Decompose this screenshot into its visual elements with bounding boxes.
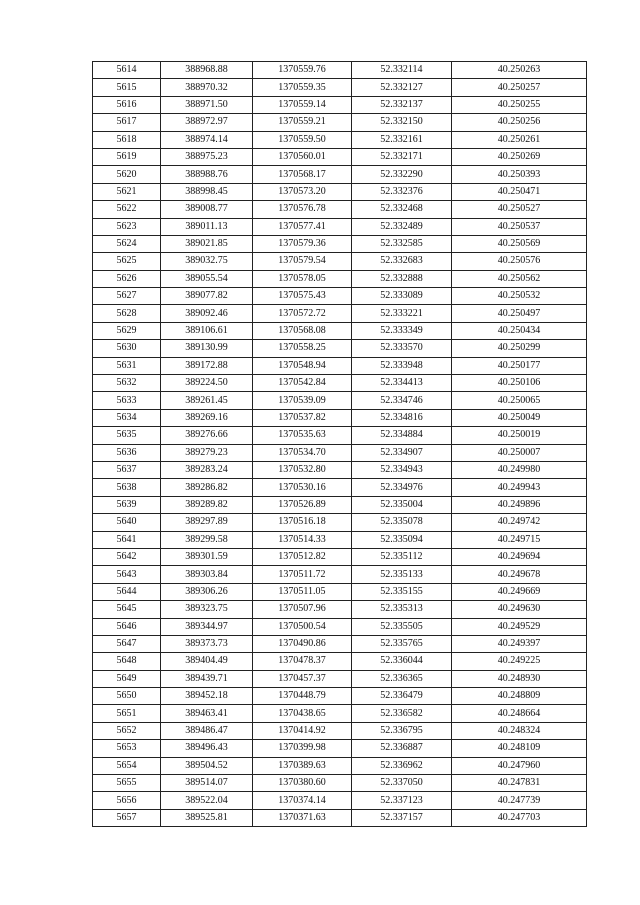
x-coordinate-cell: 389525.81 bbox=[161, 809, 253, 826]
y-coordinate-cell: 1370534.70 bbox=[253, 444, 352, 461]
table-row bbox=[93, 461, 587, 478]
latitude-cell: 52.332114 bbox=[352, 62, 452, 79]
latitude-cell: 52.336962 bbox=[352, 757, 452, 774]
point-number-cell: 5624 bbox=[93, 235, 161, 252]
x-coordinate-cell: 389130.99 bbox=[161, 340, 253, 357]
point-number-cell: 5633 bbox=[93, 392, 161, 409]
latitude-cell: 52.332171 bbox=[352, 148, 452, 165]
table-row bbox=[93, 757, 587, 774]
point-number-cell: 5619 bbox=[93, 148, 161, 165]
longitude-cell: 40.247960 bbox=[452, 757, 587, 774]
x-coordinate-cell: 388974.14 bbox=[161, 131, 253, 148]
longitude-cell: 40.250299 bbox=[452, 340, 587, 357]
latitude-cell: 52.334816 bbox=[352, 409, 452, 426]
point-number-cell: 5645 bbox=[93, 601, 161, 618]
longitude-cell: 40.250434 bbox=[452, 322, 587, 339]
latitude-cell: 52.332489 bbox=[352, 218, 452, 235]
longitude-cell: 40.250007 bbox=[452, 444, 587, 461]
x-coordinate-cell: 389344.97 bbox=[161, 618, 253, 635]
latitude-cell: 52.334976 bbox=[352, 479, 452, 496]
x-coordinate-cell: 389261.45 bbox=[161, 392, 253, 409]
latitude-cell: 52.336795 bbox=[352, 722, 452, 739]
y-coordinate-cell: 1370578.05 bbox=[253, 270, 352, 287]
x-coordinate-cell: 389303.84 bbox=[161, 566, 253, 583]
x-coordinate-cell: 389077.82 bbox=[161, 288, 253, 305]
latitude-cell: 52.335133 bbox=[352, 566, 452, 583]
table-row bbox=[93, 531, 587, 548]
longitude-cell: 40.250049 bbox=[452, 409, 587, 426]
y-coordinate-cell: 1370575.43 bbox=[253, 288, 352, 305]
table-row bbox=[93, 496, 587, 513]
longitude-cell: 40.250065 bbox=[452, 392, 587, 409]
y-coordinate-cell: 1370568.17 bbox=[253, 166, 352, 183]
point-number-cell: 5617 bbox=[93, 114, 161, 131]
table-row bbox=[93, 688, 587, 705]
y-coordinate-cell: 1370542.84 bbox=[253, 375, 352, 392]
y-coordinate-cell: 1370559.21 bbox=[253, 114, 352, 131]
x-coordinate-cell: 389496.43 bbox=[161, 740, 253, 757]
longitude-cell: 40.247831 bbox=[452, 775, 587, 792]
y-coordinate-cell: 1370532.80 bbox=[253, 461, 352, 478]
x-coordinate-cell: 389301.59 bbox=[161, 548, 253, 565]
point-number-cell: 5640 bbox=[93, 514, 161, 531]
x-coordinate-cell: 389286.82 bbox=[161, 479, 253, 496]
table-row bbox=[93, 601, 587, 618]
latitude-cell: 52.332150 bbox=[352, 114, 452, 131]
x-coordinate-cell: 388968.88 bbox=[161, 62, 253, 79]
y-coordinate-cell: 1370478.37 bbox=[253, 653, 352, 670]
longitude-cell: 40.249630 bbox=[452, 601, 587, 618]
latitude-cell: 52.332468 bbox=[352, 201, 452, 218]
latitude-cell: 52.335313 bbox=[352, 601, 452, 618]
longitude-cell: 40.250263 bbox=[452, 62, 587, 79]
point-number-cell: 5635 bbox=[93, 427, 161, 444]
latitude-cell: 52.333570 bbox=[352, 340, 452, 357]
x-coordinate-cell: 389514.07 bbox=[161, 775, 253, 792]
latitude-cell: 52.335505 bbox=[352, 618, 452, 635]
point-number-cell: 5618 bbox=[93, 131, 161, 148]
table-row bbox=[93, 670, 587, 687]
x-coordinate-cell: 389463.41 bbox=[161, 705, 253, 722]
latitude-cell: 52.337123 bbox=[352, 792, 452, 809]
x-coordinate-cell: 389021.85 bbox=[161, 235, 253, 252]
table-row bbox=[93, 131, 587, 148]
table-row bbox=[93, 183, 587, 200]
point-number-cell: 5634 bbox=[93, 409, 161, 426]
table-row bbox=[93, 722, 587, 739]
latitude-cell: 52.335094 bbox=[352, 531, 452, 548]
table-row bbox=[93, 409, 587, 426]
y-coordinate-cell: 1370559.35 bbox=[253, 79, 352, 96]
x-coordinate-cell: 389172.88 bbox=[161, 357, 253, 374]
table-row bbox=[93, 114, 587, 131]
y-coordinate-cell: 1370558.25 bbox=[253, 340, 352, 357]
y-coordinate-cell: 1370507.96 bbox=[253, 601, 352, 618]
table-row bbox=[93, 548, 587, 565]
x-coordinate-cell: 389439.71 bbox=[161, 670, 253, 687]
point-number-cell: 5637 bbox=[93, 461, 161, 478]
table-row bbox=[93, 357, 587, 374]
point-number-cell: 5655 bbox=[93, 775, 161, 792]
point-number-cell: 5644 bbox=[93, 583, 161, 600]
table-row bbox=[93, 705, 587, 722]
x-coordinate-cell: 388972.97 bbox=[161, 114, 253, 131]
latitude-cell: 52.335155 bbox=[352, 583, 452, 600]
y-coordinate-cell: 1370537.82 bbox=[253, 409, 352, 426]
latitude-cell: 52.332137 bbox=[352, 96, 452, 113]
point-number-cell: 5643 bbox=[93, 566, 161, 583]
latitude-cell: 52.332888 bbox=[352, 270, 452, 287]
x-coordinate-cell: 388975.23 bbox=[161, 148, 253, 165]
y-coordinate-cell: 1370572.72 bbox=[253, 305, 352, 322]
longitude-cell: 40.249980 bbox=[452, 461, 587, 478]
longitude-cell: 40.250497 bbox=[452, 305, 587, 322]
longitude-cell: 40.248930 bbox=[452, 670, 587, 687]
table-row bbox=[93, 618, 587, 635]
latitude-cell: 52.332127 bbox=[352, 79, 452, 96]
longitude-cell: 40.250471 bbox=[452, 183, 587, 200]
longitude-cell: 40.250261 bbox=[452, 131, 587, 148]
latitude-cell: 52.334884 bbox=[352, 427, 452, 444]
point-number-cell: 5653 bbox=[93, 740, 161, 757]
longitude-cell: 40.250569 bbox=[452, 235, 587, 252]
y-coordinate-cell: 1370576.78 bbox=[253, 201, 352, 218]
longitude-cell: 40.250576 bbox=[452, 253, 587, 270]
x-coordinate-cell: 389306.26 bbox=[161, 583, 253, 600]
x-coordinate-cell: 388988.76 bbox=[161, 166, 253, 183]
table-row bbox=[93, 148, 587, 165]
point-number-cell: 5648 bbox=[93, 653, 161, 670]
latitude-cell: 52.333349 bbox=[352, 322, 452, 339]
latitude-cell: 52.336044 bbox=[352, 653, 452, 670]
table-row bbox=[93, 792, 587, 809]
latitude-cell: 52.332376 bbox=[352, 183, 452, 200]
x-coordinate-cell: 389276.66 bbox=[161, 427, 253, 444]
longitude-cell: 40.250269 bbox=[452, 148, 587, 165]
latitude-cell: 52.335765 bbox=[352, 635, 452, 652]
latitude-cell: 52.336582 bbox=[352, 705, 452, 722]
y-coordinate-cell: 1370399.98 bbox=[253, 740, 352, 757]
longitude-cell: 40.249529 bbox=[452, 618, 587, 635]
table-row bbox=[93, 653, 587, 670]
x-coordinate-cell: 389092.46 bbox=[161, 305, 253, 322]
point-number-cell: 5625 bbox=[93, 253, 161, 270]
latitude-cell: 52.334413 bbox=[352, 375, 452, 392]
point-number-cell: 5621 bbox=[93, 183, 161, 200]
longitude-cell: 40.248664 bbox=[452, 705, 587, 722]
y-coordinate-cell: 1370579.36 bbox=[253, 235, 352, 252]
table-row bbox=[93, 253, 587, 270]
table-row bbox=[93, 305, 587, 322]
y-coordinate-cell: 1370579.54 bbox=[253, 253, 352, 270]
latitude-cell: 52.333948 bbox=[352, 357, 452, 374]
latitude-cell: 52.337157 bbox=[352, 809, 452, 826]
x-coordinate-cell: 388971.50 bbox=[161, 96, 253, 113]
x-coordinate-cell: 388998.45 bbox=[161, 183, 253, 200]
longitude-cell: 40.250527 bbox=[452, 201, 587, 218]
table-row bbox=[93, 775, 587, 792]
y-coordinate-cell: 1370535.63 bbox=[253, 427, 352, 444]
y-coordinate-cell: 1370511.05 bbox=[253, 583, 352, 600]
table-row bbox=[93, 809, 587, 826]
table-row bbox=[93, 96, 587, 113]
y-coordinate-cell: 1370514.33 bbox=[253, 531, 352, 548]
point-number-cell: 5632 bbox=[93, 375, 161, 392]
y-coordinate-cell: 1370511.72 bbox=[253, 566, 352, 583]
longitude-cell: 40.249678 bbox=[452, 566, 587, 583]
x-coordinate-cell: 389008.77 bbox=[161, 201, 253, 218]
latitude-cell: 52.332585 bbox=[352, 235, 452, 252]
table-row bbox=[93, 322, 587, 339]
coordinates-table-body bbox=[93, 62, 587, 827]
y-coordinate-cell: 1370516.18 bbox=[253, 514, 352, 531]
table-row bbox=[93, 514, 587, 531]
point-number-cell: 5627 bbox=[93, 288, 161, 305]
x-coordinate-cell: 389297.89 bbox=[161, 514, 253, 531]
table-row bbox=[93, 635, 587, 652]
table-row bbox=[93, 479, 587, 496]
longitude-cell: 40.250393 bbox=[452, 166, 587, 183]
point-number-cell: 5614 bbox=[93, 62, 161, 79]
latitude-cell: 52.336479 bbox=[352, 688, 452, 705]
latitude-cell: 52.334746 bbox=[352, 392, 452, 409]
longitude-cell: 40.250257 bbox=[452, 79, 587, 96]
longitude-cell: 40.250537 bbox=[452, 218, 587, 235]
point-number-cell: 5630 bbox=[93, 340, 161, 357]
point-number-cell: 5626 bbox=[93, 270, 161, 287]
longitude-cell: 40.247739 bbox=[452, 792, 587, 809]
latitude-cell: 52.336365 bbox=[352, 670, 452, 687]
y-coordinate-cell: 1370548.94 bbox=[253, 357, 352, 374]
table-row bbox=[93, 218, 587, 235]
y-coordinate-cell: 1370371.63 bbox=[253, 809, 352, 826]
longitude-cell: 40.248324 bbox=[452, 722, 587, 739]
table-row bbox=[93, 166, 587, 183]
point-number-cell: 5654 bbox=[93, 757, 161, 774]
longitude-cell: 40.250177 bbox=[452, 357, 587, 374]
longitude-cell: 40.250019 bbox=[452, 427, 587, 444]
table-row bbox=[93, 270, 587, 287]
point-number-cell: 5641 bbox=[93, 531, 161, 548]
y-coordinate-cell: 1370560.01 bbox=[253, 148, 352, 165]
longitude-cell: 40.247703 bbox=[452, 809, 587, 826]
y-coordinate-cell: 1370573.20 bbox=[253, 183, 352, 200]
point-number-cell: 5638 bbox=[93, 479, 161, 496]
point-number-cell: 5646 bbox=[93, 618, 161, 635]
table-row bbox=[93, 740, 587, 757]
y-coordinate-cell: 1370559.14 bbox=[253, 96, 352, 113]
point-number-cell: 5631 bbox=[93, 357, 161, 374]
y-coordinate-cell: 1370438.65 bbox=[253, 705, 352, 722]
y-coordinate-cell: 1370526.89 bbox=[253, 496, 352, 513]
latitude-cell: 52.333221 bbox=[352, 305, 452, 322]
latitude-cell: 52.332161 bbox=[352, 131, 452, 148]
longitude-cell: 40.248109 bbox=[452, 740, 587, 757]
y-coordinate-cell: 1370414.92 bbox=[253, 722, 352, 739]
longitude-cell: 40.249669 bbox=[452, 583, 587, 600]
y-coordinate-cell: 1370490.86 bbox=[253, 635, 352, 652]
y-coordinate-cell: 1370539.09 bbox=[253, 392, 352, 409]
point-number-cell: 5629 bbox=[93, 322, 161, 339]
x-coordinate-cell: 389224.50 bbox=[161, 375, 253, 392]
table-row bbox=[93, 427, 587, 444]
longitude-cell: 40.249694 bbox=[452, 548, 587, 565]
x-coordinate-cell: 389486.47 bbox=[161, 722, 253, 739]
latitude-cell: 52.334943 bbox=[352, 461, 452, 478]
table-row bbox=[93, 79, 587, 96]
x-coordinate-cell: 389373.73 bbox=[161, 635, 253, 652]
point-number-cell: 5622 bbox=[93, 201, 161, 218]
x-coordinate-cell: 389032.75 bbox=[161, 253, 253, 270]
x-coordinate-cell: 389504.52 bbox=[161, 757, 253, 774]
point-number-cell: 5615 bbox=[93, 79, 161, 96]
point-number-cell: 5647 bbox=[93, 635, 161, 652]
x-coordinate-cell: 389055.54 bbox=[161, 270, 253, 287]
point-number-cell: 5656 bbox=[93, 792, 161, 809]
point-number-cell: 5651 bbox=[93, 705, 161, 722]
longitude-cell: 40.249896 bbox=[452, 496, 587, 513]
y-coordinate-cell: 1370389.63 bbox=[253, 757, 352, 774]
longitude-cell: 40.249225 bbox=[452, 653, 587, 670]
y-coordinate-cell: 1370530.16 bbox=[253, 479, 352, 496]
point-number-cell: 5628 bbox=[93, 305, 161, 322]
coordinates-table bbox=[92, 61, 587, 827]
table-row bbox=[93, 566, 587, 583]
point-number-cell: 5639 bbox=[93, 496, 161, 513]
latitude-cell: 52.335004 bbox=[352, 496, 452, 513]
point-number-cell: 5623 bbox=[93, 218, 161, 235]
table-row bbox=[93, 201, 587, 218]
y-coordinate-cell: 1370457.37 bbox=[253, 670, 352, 687]
point-number-cell: 5649 bbox=[93, 670, 161, 687]
y-coordinate-cell: 1370559.76 bbox=[253, 62, 352, 79]
table-row bbox=[93, 235, 587, 252]
longitude-cell: 40.250562 bbox=[452, 270, 587, 287]
table-row bbox=[93, 392, 587, 409]
x-coordinate-cell: 388970.32 bbox=[161, 79, 253, 96]
latitude-cell: 52.332683 bbox=[352, 253, 452, 270]
x-coordinate-cell: 389323.75 bbox=[161, 601, 253, 618]
y-coordinate-cell: 1370512.82 bbox=[253, 548, 352, 565]
x-coordinate-cell: 389106.61 bbox=[161, 322, 253, 339]
latitude-cell: 52.335112 bbox=[352, 548, 452, 565]
latitude-cell: 52.337050 bbox=[352, 775, 452, 792]
x-coordinate-cell: 389452.18 bbox=[161, 688, 253, 705]
table-row bbox=[93, 288, 587, 305]
point-number-cell: 5652 bbox=[93, 722, 161, 739]
y-coordinate-cell: 1370500.54 bbox=[253, 618, 352, 635]
latitude-cell: 52.335078 bbox=[352, 514, 452, 531]
y-coordinate-cell: 1370374.14 bbox=[253, 792, 352, 809]
longitude-cell: 40.250106 bbox=[452, 375, 587, 392]
point-number-cell: 5650 bbox=[93, 688, 161, 705]
latitude-cell: 52.333089 bbox=[352, 288, 452, 305]
x-coordinate-cell: 389279.23 bbox=[161, 444, 253, 461]
longitude-cell: 40.249397 bbox=[452, 635, 587, 652]
point-number-cell: 5616 bbox=[93, 96, 161, 113]
table-row bbox=[93, 583, 587, 600]
latitude-cell: 52.332290 bbox=[352, 166, 452, 183]
longitude-cell: 40.249715 bbox=[452, 531, 587, 548]
longitude-cell: 40.248809 bbox=[452, 688, 587, 705]
x-coordinate-cell: 389269.16 bbox=[161, 409, 253, 426]
y-coordinate-cell: 1370568.08 bbox=[253, 322, 352, 339]
latitude-cell: 52.334907 bbox=[352, 444, 452, 461]
x-coordinate-cell: 389011.13 bbox=[161, 218, 253, 235]
point-number-cell: 5642 bbox=[93, 548, 161, 565]
longitude-cell: 40.250532 bbox=[452, 288, 587, 305]
y-coordinate-cell: 1370448.79 bbox=[253, 688, 352, 705]
longitude-cell: 40.250256 bbox=[452, 114, 587, 131]
x-coordinate-cell: 389283.24 bbox=[161, 461, 253, 478]
point-number-cell: 5657 bbox=[93, 809, 161, 826]
x-coordinate-cell: 389404.49 bbox=[161, 653, 253, 670]
y-coordinate-cell: 1370559.50 bbox=[253, 131, 352, 148]
table-row bbox=[93, 340, 587, 357]
table-row bbox=[93, 62, 587, 79]
x-coordinate-cell: 389522.04 bbox=[161, 792, 253, 809]
x-coordinate-cell: 389299.58 bbox=[161, 531, 253, 548]
longitude-cell: 40.249742 bbox=[452, 514, 587, 531]
y-coordinate-cell: 1370380.60 bbox=[253, 775, 352, 792]
longitude-cell: 40.250255 bbox=[452, 96, 587, 113]
latitude-cell: 52.336887 bbox=[352, 740, 452, 757]
point-number-cell: 5620 bbox=[93, 166, 161, 183]
longitude-cell: 40.249943 bbox=[452, 479, 587, 496]
table-row bbox=[93, 444, 587, 461]
x-coordinate-cell: 389289.82 bbox=[161, 496, 253, 513]
point-number-cell: 5636 bbox=[93, 444, 161, 461]
table-row bbox=[93, 375, 587, 392]
y-coordinate-cell: 1370577.41 bbox=[253, 218, 352, 235]
